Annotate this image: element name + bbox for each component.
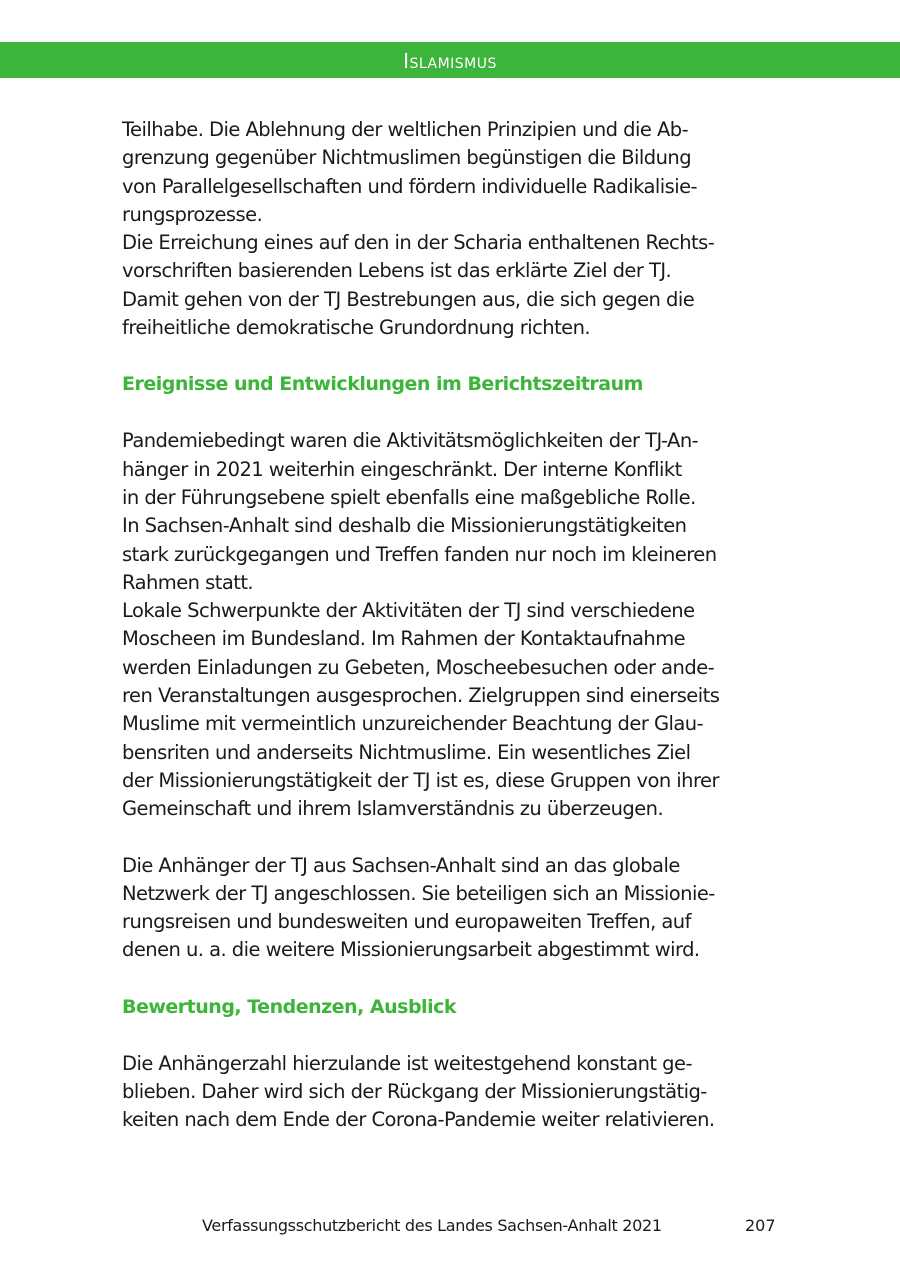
section-title: Islamismus: [403, 49, 497, 73]
page-number: 207: [745, 1216, 776, 1235]
page-body: [122, 116, 782, 1135]
paragraph-network: Die Anhänger der TJ aus Sachsen-Anhalt sind an das globale Netzwerk der TJ angeschlossen. Sie beteiligen sich an Missionie- rungsreisen und bundesweiten und europaweiten Treffen, auf denen u. a. die weitere Missionierungsarbeit abgestimmt wird.: [122, 853, 715, 962]
paragraph-intro: Teilhabe. Die Ablehnung der weltlichen Prinzipien und die Ab- grenzung gegenüber Nichtmuslimen begünstigen die Bildung von Parallelgesellschaften und fördern individuelle Radikalisie- rungsprozesse. Die Erreichung eines auf den in der Scharia enthaltenen Rechts- vorschriften basierenden Lebens ist das erklärte Ziel der TJ. Damit gehen von der TJ Bestrebungen aus, die sich gegen die freiheitliche demokratische Grundordnung richten.: [122, 118, 715, 340]
footer-publication: Verfassungsschutzbericht des Landes Sachsen-Anhalt 2021: [202, 1216, 662, 1235]
paragraph-assessment: Die Anhängerzahl hierzulande ist weitestgehend konstant ge- blieben. Daher wird sich der Rückgang der Missionierungstätig- keiten nach dem Ende der Corona-Pandemie weiter relativieren.: [122, 1051, 715, 1132]
section-header-band: [0, 42, 900, 78]
paragraph-events: Pandemiebedingt waren die Aktivitätsmöglichkeiten der TJ-An- hänger in 2021 weiterhin eingeschränkt. Der interne Konflikt in der Führungsebene spielt ebenfalls eine maßgebliche Rolle. In Sachsen-Anhalt sind deshalb die Missionierungstätigkeiten stark zurückgegangen und Treffen fanden nur noch im kleineren Rahmen statt. Lokale Schwerpunkte der Aktivitäten der TJ sind verschiedene Moscheen im Bundesland. Im Rahmen der Kontaktaufnahme werden Einladungen zu Gebeten, Moscheebesuchen oder ande- ren Veranstaltungen ausgesprochen. Zielgruppen sind einerseits Muslime mit vermeintlich unzureichender Beachtung der Glau- bensriten und anderseits Nichtmuslime. Ein wesentliches Ziel der Missionierungstätigkeit der TJ ist es, diese Gruppen von ihrer Gemeinschaft und ihrem Islamverständnis zu überzeugen.: [122, 429, 720, 821]
heading-events: Ereignisse und Entwicklungen im Berichtszeitraum: [122, 373, 643, 396]
heading-assessment: Bewertung, Tendenzen, Ausblick: [122, 995, 456, 1018]
